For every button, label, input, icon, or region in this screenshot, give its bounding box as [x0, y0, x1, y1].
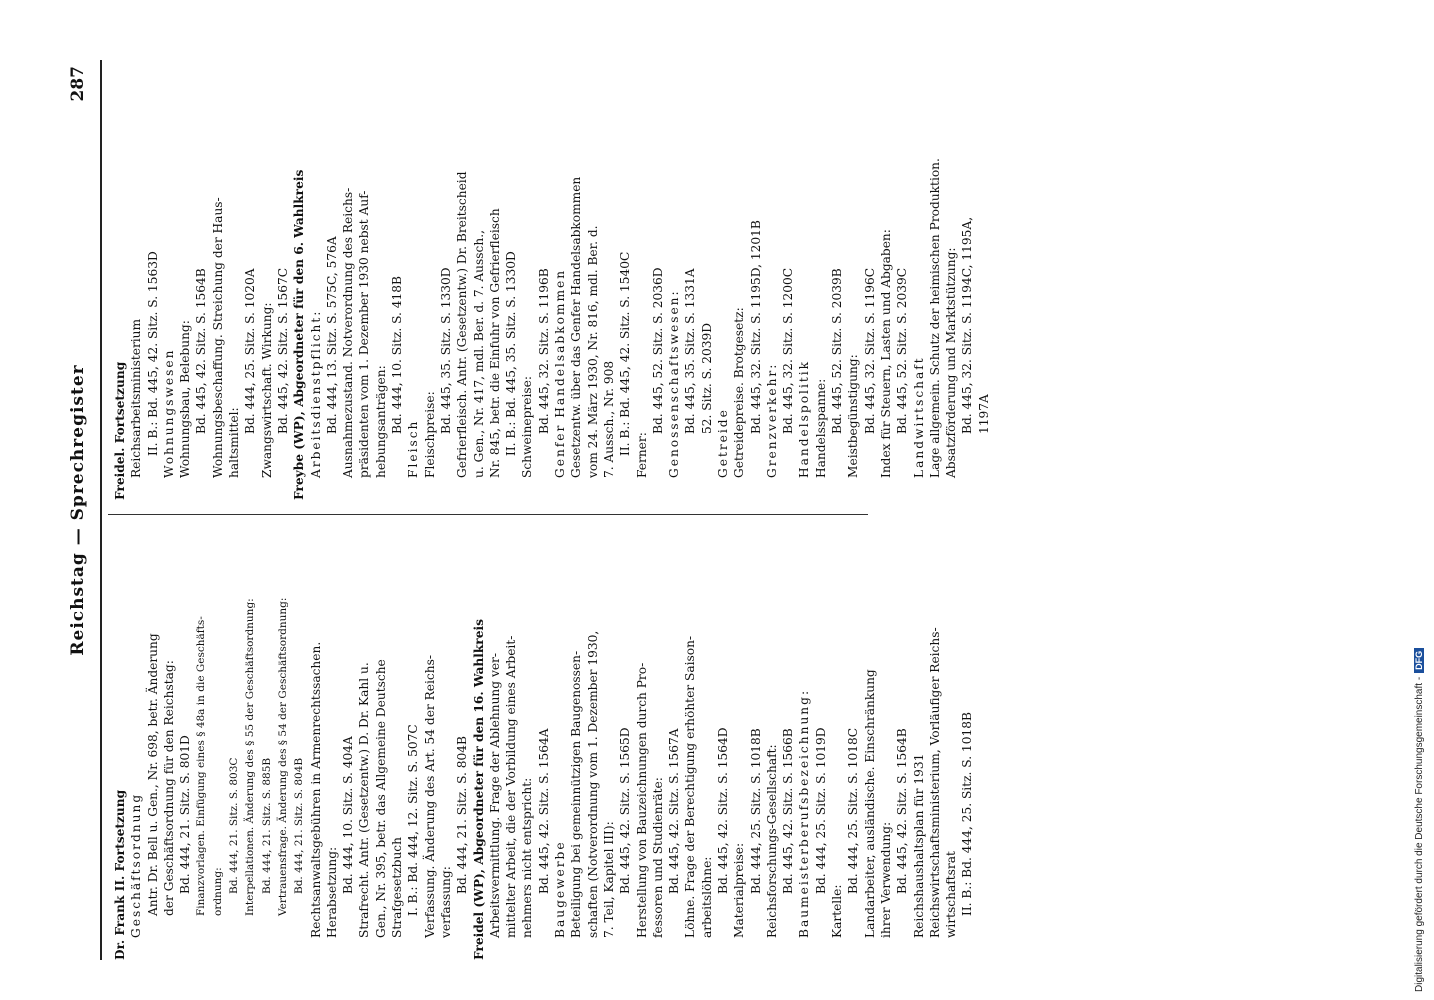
index-line: arbeitslöhne: — [699, 856, 714, 938]
index-line: Bd. 444, 21. Sitz. S. 804B — [455, 736, 470, 894]
index-line: Strafgesetzbuch — [390, 837, 405, 938]
index-line: Genossenschaftswesen: — [667, 289, 682, 478]
index-line: Reichshaushaltsplan für 1931 — [911, 753, 926, 938]
page-title: Reichstag — Sprechregister — [68, 364, 88, 656]
index-line: Interpellationen. Änderung des § 55 der Geschäftsordnung: — [244, 598, 257, 916]
right-column — [112, 70, 992, 500]
index-line: präsidenten vom 1. Dezember 1930 nebst Auf- — [357, 190, 372, 478]
index-line: Kartelle: — [830, 884, 845, 938]
index-line: Bd. 445, 52. Sitz. S. 2039B — [830, 268, 845, 434]
index-line: Fleischpreise: — [422, 391, 437, 478]
index-line: nehmers nicht entspricht: — [520, 777, 535, 938]
index-line: hebungsanträgen: — [373, 365, 388, 478]
index-line: ihrer Verwendung: — [878, 821, 893, 938]
index-line: Reichsarbeitsministerium — [129, 318, 144, 478]
index-line: Handelspolitik — [797, 359, 812, 478]
index-line: Wohnungsbau, Belebung: — [178, 320, 193, 478]
index-line: Bd. 445, 32. Sitz. S. 1195D, 1201B — [748, 220, 763, 434]
index-line: II. B.: Bd. 444, 25. Sitz. S. 1018B — [960, 712, 975, 916]
index-line: 7. Teil, Kapitel III): — [601, 821, 616, 938]
rotated-page — [60, 60, 1320, 960]
index-line: Bd. 444, 21. Sitz. S. 801D — [178, 735, 193, 894]
index-line: Bd. 445, 42. Sitz. S. 1564B — [194, 268, 209, 434]
index-line: Geschäftsordnung — [129, 792, 144, 938]
index-line: Schweinepreise: — [520, 376, 535, 478]
index-line: Lage allgemein. Schutz der heimischen Produktion. — [927, 158, 942, 478]
index-line: I. B.: Bd. 444, 12. Sitz. S. 507C — [406, 724, 421, 916]
index-line: verfassung: — [438, 866, 453, 938]
index-line: Bd. 445, 32. Sitz. S. 1194C, 1195A, — [960, 216, 975, 434]
index-line: fessoren und Studienräte: — [650, 777, 665, 938]
index-line: Wohnungswesen — [161, 348, 176, 478]
index-line: Bd. 444, 21. Sitz. S. 885B — [260, 757, 273, 894]
index-line: Bd. 445, 42. Sitz. S. 1564A — [536, 728, 551, 894]
index-line: II. B.: Bd. 445, 35. Sitz. S. 1330D — [504, 251, 519, 456]
index-line: Materialpreise: — [732, 842, 747, 938]
index-line: mittelter Arbeit, die der Vorbildung eines Arbeit- — [504, 635, 519, 938]
digitization-credit — [1414, 12, 1430, 992]
index-line: der Geschäftsordnung für den Reichstag: — [161, 660, 176, 916]
index-line: ordnung: — [211, 867, 224, 916]
index-line: Genfer Handelsabkommen — [553, 268, 568, 478]
index-line: Ausnahmezustand. Notverordnung des Reichs- — [341, 187, 356, 478]
index-line: Finanzvorlagen. Einfügung eines § 48a in die Geschäfts- — [195, 616, 208, 916]
running-header — [60, 60, 102, 960]
index-line: Gefrierfleisch. Antr. (Gesetzentw.) Dr. Breitscheid — [455, 171, 470, 478]
dfg-logo: DFG — [1414, 648, 1424, 673]
left-column — [112, 530, 976, 960]
index-line: Bd. 445, 52. Sitz. S. 2036D — [650, 267, 665, 434]
index-line: Bd. 444, 25. Sitz. S. 1020A — [243, 268, 258, 434]
index-line: II. B.: Bd. 445, 42. Sitz. S. 1563D — [145, 251, 160, 456]
index-line: Bd. 445, 42. Sitz. S. 1567C — [275, 267, 290, 434]
index-line: schaften (Notverordnung vom 1. Dezember 1930, — [585, 630, 600, 938]
index-line: Handelsspanne: — [813, 378, 828, 478]
index-line: Verfassung. Änderung des Art. 54 der Reichs- — [422, 655, 437, 938]
index-line: 52. Sitz. S. 2039D — [699, 322, 714, 434]
index-line: Bd. 445, 42. Sitz. S. 1567A — [667, 728, 682, 894]
index-line: Index für Steuern, Lasten und Abgaben: — [878, 229, 893, 478]
index-line: Bd. 444, 21. Sitz. S. 803C — [228, 757, 241, 894]
index-line: Bd. 445, 42. Sitz. S. 1564D — [715, 727, 730, 894]
index-line: Bd. 444, 25. Sitz. S. 1018B — [748, 728, 763, 894]
index-line: haltsmittel: — [227, 407, 242, 478]
credit-text: Digitalisierung gefördert durch die Deutsche Forschungsgemeinschaft - — [1414, 676, 1425, 992]
index-line: Bd. 445, 52. Sitz. S. 2039C — [895, 267, 910, 434]
index-line: Meistbegünstigung: — [846, 354, 861, 478]
index-line: Arbeitsdienstpflicht: — [308, 309, 323, 478]
index-line: Reichsforschungs-Gesellschaft: — [764, 744, 779, 938]
index-line: Rechtsanwaltsgebühren in Armenrechtssachen. — [308, 641, 323, 938]
index-line: u. Gen., Nr. 417, mdl. Ber. d. 7. Aussch., — [471, 230, 486, 478]
index-line: Nr. 845, betr. die Einfuhr von Gefrierfleisch — [487, 208, 502, 478]
index-line: Reichswirtschaftsministerium, Vorläufiger Reichs- — [927, 627, 942, 938]
index-line: Zwangswirtschaft. Wirkung: — [259, 302, 274, 478]
index-line: Bd. 445, 35. Sitz. S. 1331A — [683, 268, 698, 434]
index-line: vom 24. März 1930, Nr. 816, mdl. Ber. d. — [585, 225, 600, 478]
page-number: 287 — [68, 66, 88, 102]
column-divider — [108, 514, 868, 515]
index-line: Baumeisterberufsbezeichnung: — [797, 688, 812, 938]
index-line: Bd. 444, 13. Sitz. S. 575C, 576A — [324, 236, 339, 434]
index-line: Gesetzentw. über das Genfer Handelsabkommen — [569, 176, 584, 478]
index-line: Grenzverkehr: — [764, 362, 779, 478]
index-line: Landwirtschaft — [911, 356, 926, 478]
index-line: Fleisch — [406, 419, 421, 478]
index-line: Bd. 444, 25. Sitz. S. 1019D — [813, 727, 828, 894]
index-line: Baugewerbe — [553, 840, 568, 938]
index-line: Wohnungsbeschaffung. Streichung der Haus- — [210, 197, 225, 478]
index-line: Landarbeiter, ausländische. Einschränkung — [862, 669, 877, 938]
index-line: Bd. 445, 35. Sitz. S. 1330D — [438, 267, 453, 434]
index-line: Bd. 444, 21. Sitz. S. 804B — [293, 757, 306, 894]
index-line: Antr. Dr. Bell u. Gen., Nr. 698, betr. Änderung — [145, 633, 160, 916]
header-rule — [100, 60, 102, 960]
index-line: Gen., Nr. 395, betr. das Allgemeine Deutsche — [373, 659, 388, 938]
index-line: Getreide — [715, 408, 730, 478]
index-line: Bd. 445, 32. Sitz. S. 1196B — [536, 268, 551, 434]
index-line: Freybe (WP), Abgeordneter für den 6. Wahlkreis — [292, 169, 307, 500]
index-line: Strafrecht. Antr. (Gesetzentw.) D. Dr. Kahl u. — [357, 662, 372, 938]
index-line: Dr. Frank II. Fortsetzung — [113, 789, 127, 960]
index-line: Bd. 445, 32. Sitz. S. 1196C — [862, 267, 877, 434]
index-line: Bd. 445, 42. Sitz. S. 1566B — [781, 728, 796, 894]
index-line: Herabsetzung: — [324, 846, 339, 938]
index-line: Absatzförderung und Marktstützung: — [944, 247, 959, 478]
index-line: Löhne. Frage der Berechtigung erhöhter Saison- — [683, 635, 698, 938]
index-line: Bd. 444, 25. Sitz. S. 1018C — [846, 727, 861, 894]
index-line: Freidel. Fortsetzung — [113, 361, 127, 500]
index-line: Bd. 445, 42. Sitz. S. 1564B — [895, 728, 910, 894]
index-line: Bd. 444, 10. Sitz. S. 404A — [341, 736, 356, 894]
index-line: II. B.: Bd. 445, 42. Sitz. S. 1540C — [618, 251, 633, 456]
index-line: Herstellung von Bauzeichnungen durch Pro- — [634, 662, 649, 938]
index-line: Arbeitsvermittlung. Frage der Ablehnung ver- — [487, 653, 502, 938]
index-line: Ferner: — [634, 432, 649, 478]
index-line: Bd. 444, 10. Sitz. S. 418B — [390, 276, 405, 434]
index-line: Getreidepreise. Brotgesetz: — [732, 307, 747, 478]
index-line: Bd. 445, 32. Sitz. S. 1200C — [781, 267, 796, 434]
index-line: Bd. 445, 42. Sitz. S. 1565D — [618, 727, 633, 894]
index-line: Freidel (WP), Abgeordneter für den 16. Wahlkreis — [471, 619, 486, 960]
index-line: Vertrauensfrage. Änderung des § 54 der Geschäftsordnung: — [276, 597, 289, 916]
index-line: 1197A — [976, 394, 991, 434]
index-line: Beteiligung bei gemeinnützigen Baugenossen- — [569, 650, 584, 938]
index-line: 7. Aussch., Nr. 908 — [601, 360, 616, 478]
index-line: wirtschaftsrat — [944, 851, 959, 938]
